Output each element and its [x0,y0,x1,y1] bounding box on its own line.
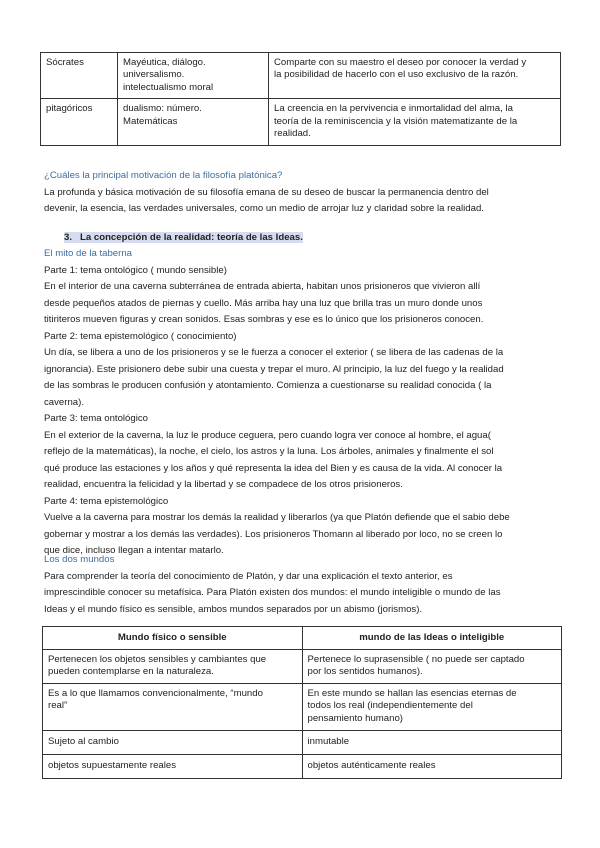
paragraph-line: La profunda y básica motivación de su filosofía emana de su deseo de buscar la permanencia dentro del [44,186,489,198]
paragraph-line: qué produce las estaciones y los años y qué representa la idea del Bien y es causa de la vida. Al conocer la [44,462,503,474]
paragraph-line: caverna). [44,396,84,408]
cell-line: real” [48,700,68,712]
cell-line: la posibilidad de hacerlo con el uso exclusivo de la razón. [274,69,519,81]
paragraph-line: realidad, encuentra la felicidad y la libertad y se compadece de los otros prisioneros. [44,479,403,490]
paragraph-line: Parte 4: tema epistemológico [44,495,169,507]
cell-line: inmutable [307,736,350,747]
two-worlds-section [44,552,564,618]
table-cell [302,731,561,755]
cell-line: Comparte con su maestro el deseo por conocer la verdad y [274,57,527,68]
cell-line: universalismo. [123,69,185,81]
cell-line: Matemáticas [123,115,178,127]
table-row [41,99,561,146]
paragraph-line: de las sombras le producen confusión y atontamiento. Comienza a cuestionarse su realidad conocida ( la [44,380,492,391]
paragraph-line: ignorancia). Este prisionero debe subir una cuesta y trepar el muro. Al principio, la luz del fuego y la realidad [44,363,504,375]
paragraph-line: que dice, incluso llegan a intentar matarlo. [44,545,224,556]
two-worlds-table [42,626,562,779]
cell-line: teoría de la reminiscencia y la visión matematizante de la [274,115,518,127]
paragraph-line: Un día, se libera a uno de los prisioneros y se le fuerza a conocer el exterior ( se libera de las cadenas de la [44,347,504,358]
table-cell [302,650,561,684]
cell-line: por los sentidos humanos). [307,666,423,678]
cell-line: Sujeto al cambio [48,736,119,747]
cell-line: Pertenece lo suprasensible ( no puede ser captado [307,654,525,665]
cave-myth-section [44,246,564,560]
cell-line: pensamiento humano) [307,712,403,724]
table-row [43,755,562,779]
table-cell [43,755,303,779]
table-row [43,650,562,684]
table-cell-name [41,53,118,99]
header-sensible-world: Mundo físico o sensible [43,627,303,650]
heading-highlight [64,232,303,243]
table-cell [43,684,303,731]
cell-line: Es a lo que llamamos convencionalmente, “mundo [48,688,263,699]
paragraph-line: reflejo de la matemáticas), la noche, el cielo, los astros y la luna. Los árboles, animales y finalmente el sol [44,446,494,457]
cell-line: intelectualismo moral [123,81,214,93]
table-cell [302,684,561,731]
cell-line: La creencia en la pervivencia e inmortalidad del alma, la [274,103,513,115]
table-cell [43,650,303,684]
paragraph-line: gobernar y mostrar a los demás las verdades). Los prisioneros Thomann al liberado por loco, no se creen lo [44,528,503,540]
paragraph-line: En el exterior de la caverna, la luz le produce ceguera, pero cuando logra ver conoce al hombre, el agua( [44,429,491,441]
table-row [43,731,562,755]
table-cell-name [41,99,118,146]
cell-line: objetos auténticamente reales [307,760,436,771]
paragraph-line: Parte 3: tema ontológico [44,413,148,424]
table-cell-description [269,53,561,99]
heading-wrapper [44,232,303,243]
section-heading [44,230,564,247]
table-cell [302,755,561,779]
cell-line: objetos supuestamente reales [48,760,176,771]
cave-title: El mito de la taberna [44,248,132,259]
two-worlds-title: Los dos mundos [44,554,115,565]
table-row [43,684,562,731]
paragraph-line: devenir, la esencia, las verdades universales, como un medio de arrojar luz y claridad sobre la realidad. [44,203,484,214]
cell-line: realidad. [274,128,311,140]
table-header-row [43,627,562,650]
cell-line: Pertenecen los objetos sensibles y cambiantes que [48,654,267,665]
cell-line: dualismo: número. [123,103,202,115]
cell-line: todos los real (independientemente del [307,700,473,712]
paragraph-line: Parte 2: tema epistemológico ( conocimiento) [44,330,237,342]
section-number: 3. [64,232,73,243]
paragraph-line: imprescindible conocer su metafísica. Para Platón existen dos mundos: el mundo inteligible o mundo de las [44,587,501,598]
cell-line: En este mundo se hallan las esencias eternas de [307,688,517,699]
paragraph-line: En el interior de una caverna subterránea de entrada abierta, habitan unos prisioneros que vivieron allí [44,281,481,292]
table-cell-concepts [118,99,269,146]
motivation-question: ¿Cuáles la principal motivación de la filosofía platónica? [44,170,283,181]
paragraph-line: Para comprender la teoría del conocimiento de Platón, y dar una explicación el texto anterior, es [44,570,453,582]
cell-text: pitagóricos [46,103,93,115]
cell-text: Sócrates [46,57,84,68]
philosophers-influence-table [40,52,561,146]
section-title: La concepción de la realidad: teoría de las Ideas. [80,232,303,243]
paragraph-line: desde pequeños atados de piernas y cuello. Más arriba hay una luz que brilla tras un muro donde unos [44,297,483,309]
header-intelligible-world: mundo de las Ideas o inteligible [302,627,561,650]
paragraph-line: Vuelve a la caverna para mostrar los demás la realidad y liberarlos (ya que Platón defiende que el sabio debe [44,512,510,523]
paragraph-line: Ideas y el mundo físico es sensible, ambos mundos separados por un abismo (jorismos). [44,603,423,615]
table-cell-description [269,99,561,146]
table-cell-concepts [118,53,269,99]
cell-line: Mayéutica, diálogo. [123,57,206,68]
table-cell [43,731,303,755]
paragraph-line: titiriteros mueven figuras y crean sonidos. Esas sombras y ese es lo único que los prisioneros conocen. [44,314,484,325]
cell-line: pueden contemplarse en la naturaleza. [48,666,214,678]
table-row [41,53,561,99]
motivation-section [44,168,564,218]
paragraph-line: Parte 1: tema ontológico ( mundo sensible) [44,264,227,276]
